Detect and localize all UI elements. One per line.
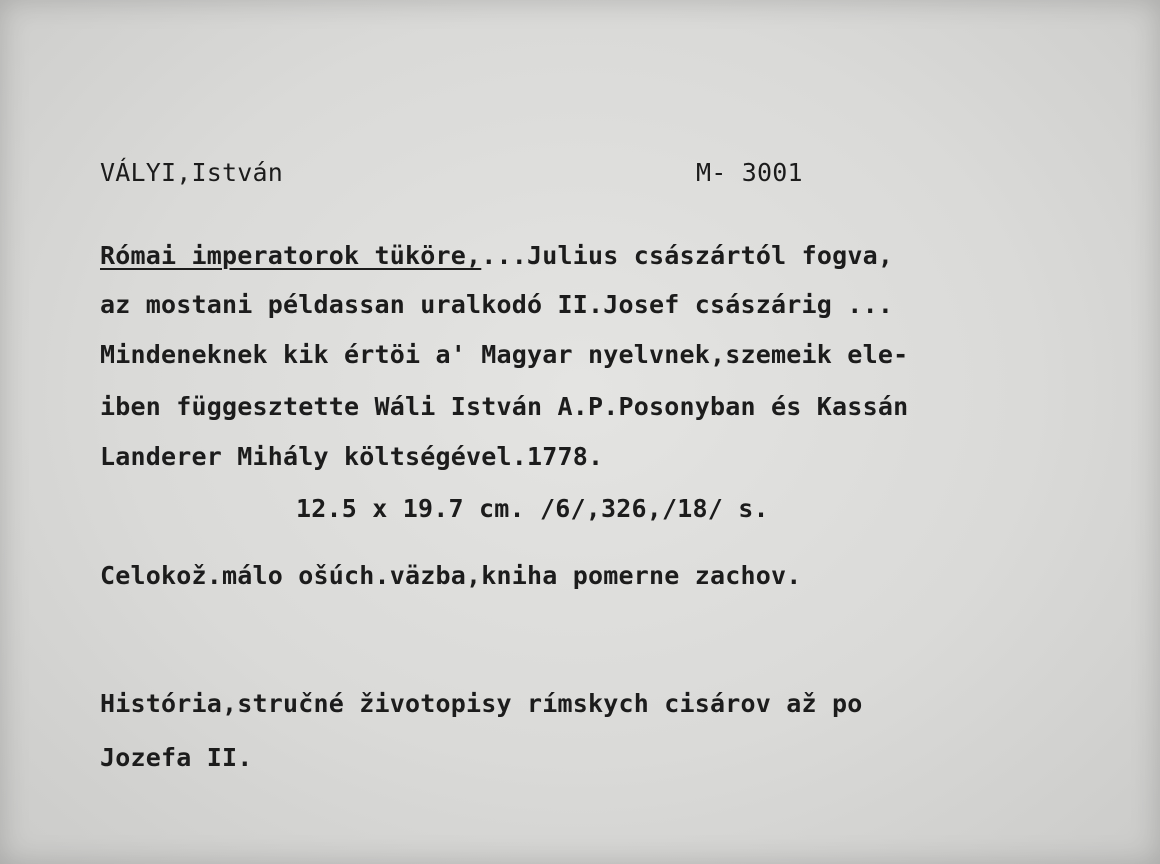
dimensions-pagination: 12.5 x 19.7 cm. /6/,326,/18/ s. xyxy=(296,494,769,523)
binding-note: Celokož.málo ošúch.väzba,kniha pomerne zachov. xyxy=(100,561,802,590)
title-line-2: az mostani példassan uralkodó II.Josef császárig ... xyxy=(100,290,894,319)
title-line-4: iben függesztette Wáli István A.P.Posonyban és Kassán xyxy=(100,392,909,421)
author-name: VÁLYI,István xyxy=(100,158,284,187)
title-line-3: Mindeneknek kik értöi a' Magyar nyelvnek,szemeik ele- xyxy=(100,340,909,369)
subject-line-2: Jozefa II. xyxy=(100,743,253,772)
title-line-1-rest: ...Julius császártól fogva, xyxy=(481,241,894,270)
call-number: M- 3001 xyxy=(696,158,803,187)
subject-line-1: História,stručné životopisy rímskych cisárov až po xyxy=(100,689,863,718)
title-line-1 xyxy=(100,243,893,268)
title-underlined: Római imperatorok tüköre, xyxy=(100,241,482,270)
imprint-line: Landerer Mihály költségével.1778. xyxy=(100,442,604,471)
